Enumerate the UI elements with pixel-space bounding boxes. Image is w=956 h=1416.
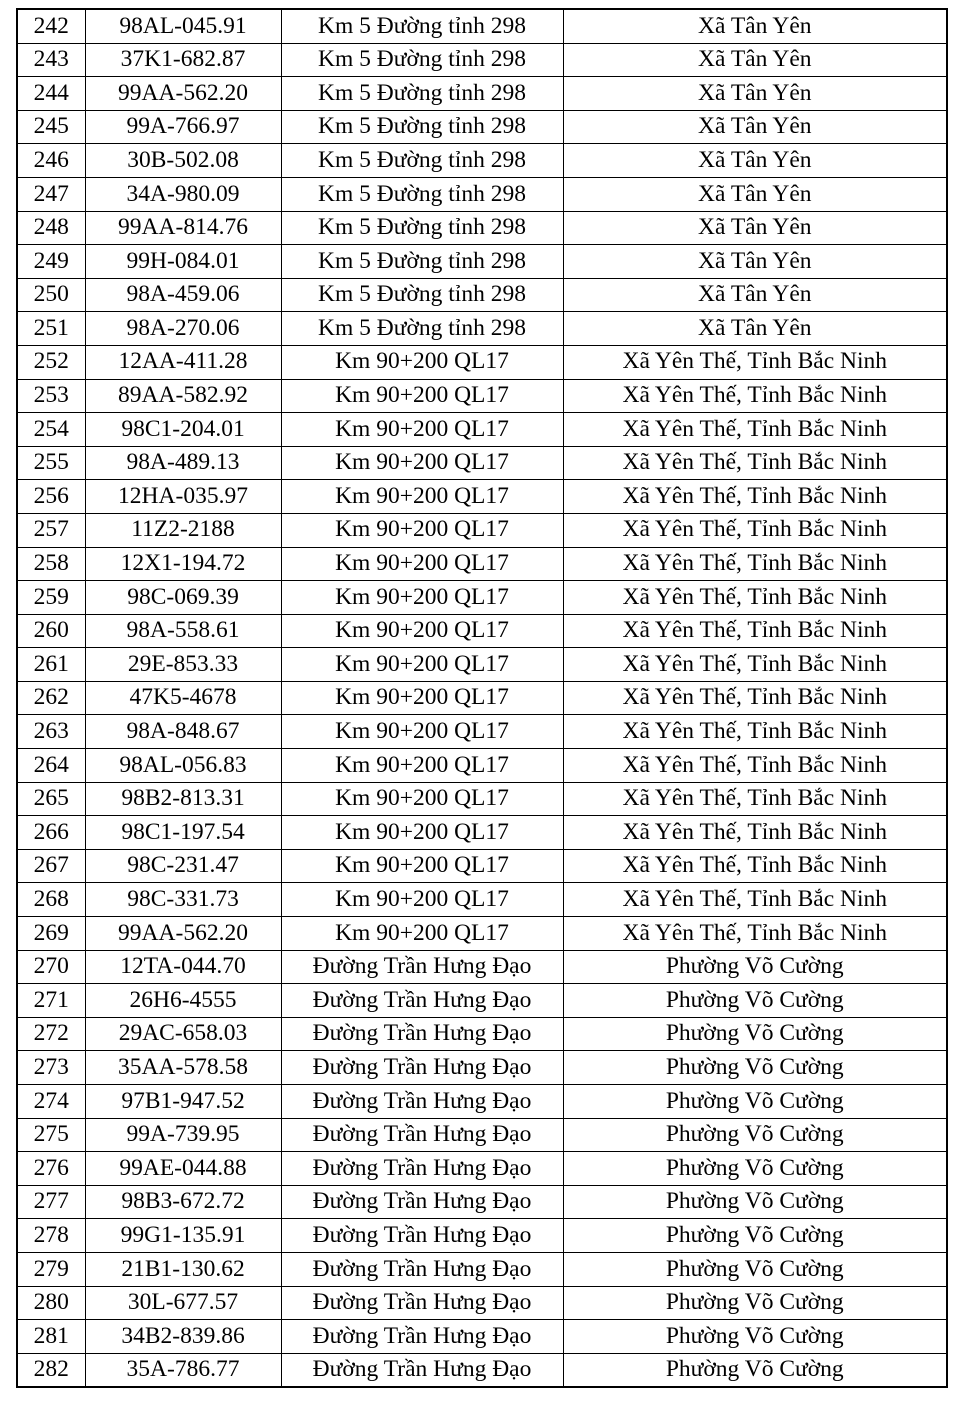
location-cell: Đường Trần Hưng Đạo [281, 1051, 563, 1085]
license-plate-cell: 98C1-197.54 [85, 816, 281, 850]
row-number-cell: 263 [17, 715, 85, 749]
license-plate-cell: 21B1-130.62 [85, 1252, 281, 1286]
location-cell: Km 90+200 QL17 [281, 547, 563, 581]
license-plate-cell: 11Z2-2188 [85, 513, 281, 547]
area-cell: Xã Yên Thế, Tỉnh Bắc Ninh [563, 849, 947, 883]
license-plate-cell: 99A-739.95 [85, 1118, 281, 1152]
area-cell: Xã Yên Thế, Tỉnh Bắc Ninh [563, 480, 947, 514]
area-cell: Phường Võ Cường [563, 1353, 947, 1387]
location-cell: Km 90+200 QL17 [281, 816, 563, 850]
area-cell: Phường Võ Cường [563, 1320, 947, 1354]
license-plate-cell: 98C1-204.01 [85, 413, 281, 447]
area-cell: Xã Yên Thế, Tỉnh Bắc Ninh [563, 614, 947, 648]
area-cell: Xã Yên Thế, Tỉnh Bắc Ninh [563, 547, 947, 581]
row-number-cell: 281 [17, 1320, 85, 1354]
area-cell: Xã Tân Yên [563, 9, 947, 43]
license-plate-cell: 35AA-578.58 [85, 1051, 281, 1085]
area-cell: Xã Yên Thế, Tỉnh Bắc Ninh [563, 681, 947, 715]
table-row [17, 917, 947, 951]
license-plate-cell: 99H-084.01 [85, 245, 281, 279]
area-cell: Xã Yên Thế, Tỉnh Bắc Ninh [563, 413, 947, 447]
license-plate-cell: 37K1-682.87 [85, 43, 281, 77]
license-plate-cell: 98C-331.73 [85, 883, 281, 917]
license-plate-cell: 29AC-658.03 [85, 1017, 281, 1051]
table-row [17, 1118, 947, 1152]
location-cell: Km 90+200 QL17 [281, 648, 563, 682]
license-plate-cell: 99AE-044.88 [85, 1152, 281, 1186]
location-cell: Km 90+200 QL17 [281, 849, 563, 883]
location-cell: Đường Trần Hưng Đạo [281, 1252, 563, 1286]
location-cell: Km 90+200 QL17 [281, 413, 563, 447]
area-cell: Xã Yên Thế, Tỉnh Bắc Ninh [563, 648, 947, 682]
location-cell: Km 5 Đường tỉnh 298 [281, 278, 563, 312]
location-cell: Km 5 Đường tỉnh 298 [281, 9, 563, 43]
location-cell: Km 5 Đường tỉnh 298 [281, 177, 563, 211]
row-number-cell: 275 [17, 1118, 85, 1152]
location-cell: Đường Trần Hưng Đạo [281, 1320, 563, 1354]
area-cell: Xã Yên Thế, Tỉnh Bắc Ninh [563, 816, 947, 850]
row-number-cell: 245 [17, 110, 85, 144]
table-row [17, 1320, 947, 1354]
area-cell: Xã Tân Yên [563, 110, 947, 144]
area-cell: Phường Võ Cường [563, 1219, 947, 1253]
location-cell: Km 90+200 QL17 [281, 379, 563, 413]
license-plate-cell: 99G1-135.91 [85, 1219, 281, 1253]
row-number-cell: 271 [17, 984, 85, 1018]
violations-table [16, 8, 948, 1388]
table-row [17, 1353, 947, 1387]
row-number-cell: 270 [17, 950, 85, 984]
license-plate-cell: 98AL-045.91 [85, 9, 281, 43]
license-plate-cell: 12X1-194.72 [85, 547, 281, 581]
location-cell: Km 5 Đường tỉnh 298 [281, 43, 563, 77]
row-number-cell: 251 [17, 312, 85, 346]
area-cell: Xã Yên Thế, Tỉnh Bắc Ninh [563, 345, 947, 379]
license-plate-cell: 98C-069.39 [85, 581, 281, 615]
area-cell: Phường Võ Cường [563, 1017, 947, 1051]
location-cell: Km 90+200 QL17 [281, 917, 563, 951]
area-cell: Xã Yên Thế, Tỉnh Bắc Ninh [563, 883, 947, 917]
license-plate-cell: 98B2-813.31 [85, 782, 281, 816]
location-cell: Km 90+200 QL17 [281, 345, 563, 379]
row-number-cell: 280 [17, 1286, 85, 1320]
table-row [17, 1252, 947, 1286]
row-number-cell: 246 [17, 144, 85, 178]
row-number-cell: 264 [17, 749, 85, 783]
table-row [17, 614, 947, 648]
area-cell: Phường Võ Cường [563, 984, 947, 1018]
table-row [17, 1286, 947, 1320]
table-row [17, 883, 947, 917]
row-number-cell: 277 [17, 1185, 85, 1219]
row-number-cell: 243 [17, 43, 85, 77]
area-cell: Phường Võ Cường [563, 1185, 947, 1219]
table-row [17, 1017, 947, 1051]
row-number-cell: 267 [17, 849, 85, 883]
license-plate-cell: 98B3-672.72 [85, 1185, 281, 1219]
row-number-cell: 268 [17, 883, 85, 917]
license-plate-cell: 30B-502.08 [85, 144, 281, 178]
table-row [17, 1152, 947, 1186]
location-cell: Km 90+200 QL17 [281, 715, 563, 749]
license-plate-cell: 98C-231.47 [85, 849, 281, 883]
license-plate-cell: 97B1-947.52 [85, 1085, 281, 1119]
license-plate-cell: 98A-459.06 [85, 278, 281, 312]
table-row [17, 144, 947, 178]
table-row [17, 782, 947, 816]
row-number-cell: 249 [17, 245, 85, 279]
license-plate-cell: 12TA-044.70 [85, 950, 281, 984]
violations-table-body [17, 9, 947, 1387]
table-row [17, 648, 947, 682]
license-plate-cell: 98A-558.61 [85, 614, 281, 648]
location-cell: Đường Trần Hưng Đạo [281, 1353, 563, 1387]
license-plate-cell: 99AA-562.20 [85, 77, 281, 111]
row-number-cell: 252 [17, 345, 85, 379]
table-row [17, 345, 947, 379]
table-row [17, 1185, 947, 1219]
location-cell: Đường Trần Hưng Đạo [281, 1185, 563, 1219]
location-cell: Km 90+200 QL17 [281, 614, 563, 648]
table-row [17, 547, 947, 581]
row-number-cell: 261 [17, 648, 85, 682]
table-row [17, 379, 947, 413]
location-cell: Km 90+200 QL17 [281, 513, 563, 547]
table-row [17, 480, 947, 514]
row-number-cell: 278 [17, 1219, 85, 1253]
table-row [17, 211, 947, 245]
area-cell: Xã Tân Yên [563, 245, 947, 279]
location-cell: Km 90+200 QL17 [281, 480, 563, 514]
table-row [17, 1051, 947, 1085]
row-number-cell: 274 [17, 1085, 85, 1119]
license-plate-cell: 30L-677.57 [85, 1286, 281, 1320]
location-cell: Đường Trần Hưng Đạo [281, 1118, 563, 1152]
table-row [17, 749, 947, 783]
license-plate-cell: 99AA-814.76 [85, 211, 281, 245]
license-plate-cell: 98A-489.13 [85, 446, 281, 480]
location-cell: Km 5 Đường tỉnh 298 [281, 211, 563, 245]
area-cell: Xã Yên Thế, Tỉnh Bắc Ninh [563, 749, 947, 783]
location-cell: Đường Trần Hưng Đạo [281, 1152, 563, 1186]
license-plate-cell: 34B2-839.86 [85, 1320, 281, 1354]
area-cell: Phường Võ Cường [563, 1286, 947, 1320]
table-row [17, 43, 947, 77]
location-cell: Km 90+200 QL17 [281, 782, 563, 816]
table-row [17, 177, 947, 211]
row-number-cell: 279 [17, 1252, 85, 1286]
license-plate-cell: 98AL-056.83 [85, 749, 281, 783]
table-row [17, 581, 947, 615]
area-cell: Xã Yên Thế, Tỉnh Bắc Ninh [563, 715, 947, 749]
location-cell: Đường Trần Hưng Đạo [281, 950, 563, 984]
row-number-cell: 257 [17, 513, 85, 547]
area-cell: Xã Yên Thế, Tỉnh Bắc Ninh [563, 379, 947, 413]
license-plate-cell: 99A-766.97 [85, 110, 281, 144]
row-number-cell: 242 [17, 9, 85, 43]
table-row [17, 984, 947, 1018]
area-cell: Phường Võ Cường [563, 1118, 947, 1152]
location-cell: Km 5 Đường tỉnh 298 [281, 144, 563, 178]
table-row [17, 278, 947, 312]
row-number-cell: 253 [17, 379, 85, 413]
row-number-cell: 258 [17, 547, 85, 581]
row-number-cell: 255 [17, 446, 85, 480]
table-row [17, 1085, 947, 1119]
area-cell: Xã Tân Yên [563, 177, 947, 211]
location-cell: Km 5 Đường tỉnh 298 [281, 245, 563, 279]
location-cell: Km 90+200 QL17 [281, 749, 563, 783]
area-cell: Phường Võ Cường [563, 1051, 947, 1085]
table-row [17, 446, 947, 480]
location-cell: Đường Trần Hưng Đạo [281, 1286, 563, 1320]
location-cell: Đường Trần Hưng Đạo [281, 984, 563, 1018]
area-cell: Xã Yên Thế, Tỉnh Bắc Ninh [563, 581, 947, 615]
license-plate-cell: 98A-848.67 [85, 715, 281, 749]
license-plate-cell: 35A-786.77 [85, 1353, 281, 1387]
row-number-cell: 276 [17, 1152, 85, 1186]
table-row [17, 849, 947, 883]
area-cell: Xã Tân Yên [563, 211, 947, 245]
row-number-cell: 265 [17, 782, 85, 816]
area-cell: Phường Võ Cường [563, 1252, 947, 1286]
row-number-cell: 256 [17, 480, 85, 514]
license-plate-cell: 98A-270.06 [85, 312, 281, 346]
license-plate-cell: 89AA-582.92 [85, 379, 281, 413]
area-cell: Phường Võ Cường [563, 1152, 947, 1186]
area-cell: Xã Tân Yên [563, 77, 947, 111]
row-number-cell: 282 [17, 1353, 85, 1387]
location-cell: Km 5 Đường tỉnh 298 [281, 110, 563, 144]
location-cell: Đường Trần Hưng Đạo [281, 1219, 563, 1253]
document-page [16, 8, 946, 1388]
table-row [17, 715, 947, 749]
row-number-cell: 244 [17, 77, 85, 111]
row-number-cell: 259 [17, 581, 85, 615]
location-cell: Đường Trần Hưng Đạo [281, 1085, 563, 1119]
table-row [17, 816, 947, 850]
row-number-cell: 250 [17, 278, 85, 312]
location-cell: Km 5 Đường tỉnh 298 [281, 312, 563, 346]
row-number-cell: 272 [17, 1017, 85, 1051]
area-cell: Phường Võ Cường [563, 1085, 947, 1119]
table-row [17, 312, 947, 346]
area-cell: Xã Tân Yên [563, 278, 947, 312]
row-number-cell: 260 [17, 614, 85, 648]
row-number-cell: 269 [17, 917, 85, 951]
location-cell: Km 90+200 QL17 [281, 681, 563, 715]
license-plate-cell: 12HA-035.97 [85, 480, 281, 514]
area-cell: Xã Tân Yên [563, 312, 947, 346]
location-cell: Km 90+200 QL17 [281, 883, 563, 917]
row-number-cell: 254 [17, 413, 85, 447]
row-number-cell: 248 [17, 211, 85, 245]
location-cell: Km 5 Đường tỉnh 298 [281, 77, 563, 111]
row-number-cell: 262 [17, 681, 85, 715]
area-cell: Xã Yên Thế, Tỉnh Bắc Ninh [563, 513, 947, 547]
location-cell: Km 90+200 QL17 [281, 446, 563, 480]
table-row [17, 245, 947, 279]
license-plate-cell: 47K5-4678 [85, 681, 281, 715]
license-plate-cell: 29E-853.33 [85, 648, 281, 682]
row-number-cell: 247 [17, 177, 85, 211]
table-row [17, 1219, 947, 1253]
table-row [17, 950, 947, 984]
location-cell: Km 90+200 QL17 [281, 581, 563, 615]
area-cell: Phường Võ Cường [563, 950, 947, 984]
license-plate-cell: 26H6-4555 [85, 984, 281, 1018]
license-plate-cell: 12AA-411.28 [85, 345, 281, 379]
table-row [17, 681, 947, 715]
license-plate-cell: 99AA-562.20 [85, 917, 281, 951]
area-cell: Xã Tân Yên [563, 43, 947, 77]
area-cell: Xã Tân Yên [563, 144, 947, 178]
area-cell: Xã Yên Thế, Tỉnh Bắc Ninh [563, 782, 947, 816]
table-row [17, 413, 947, 447]
area-cell: Xã Yên Thế, Tỉnh Bắc Ninh [563, 446, 947, 480]
table-row [17, 110, 947, 144]
row-number-cell: 266 [17, 816, 85, 850]
table-row [17, 9, 947, 43]
row-number-cell: 273 [17, 1051, 85, 1085]
location-cell: Đường Trần Hưng Đạo [281, 1017, 563, 1051]
table-row [17, 513, 947, 547]
license-plate-cell: 34A-980.09 [85, 177, 281, 211]
area-cell: Xã Yên Thế, Tỉnh Bắc Ninh [563, 917, 947, 951]
table-row [17, 77, 947, 111]
